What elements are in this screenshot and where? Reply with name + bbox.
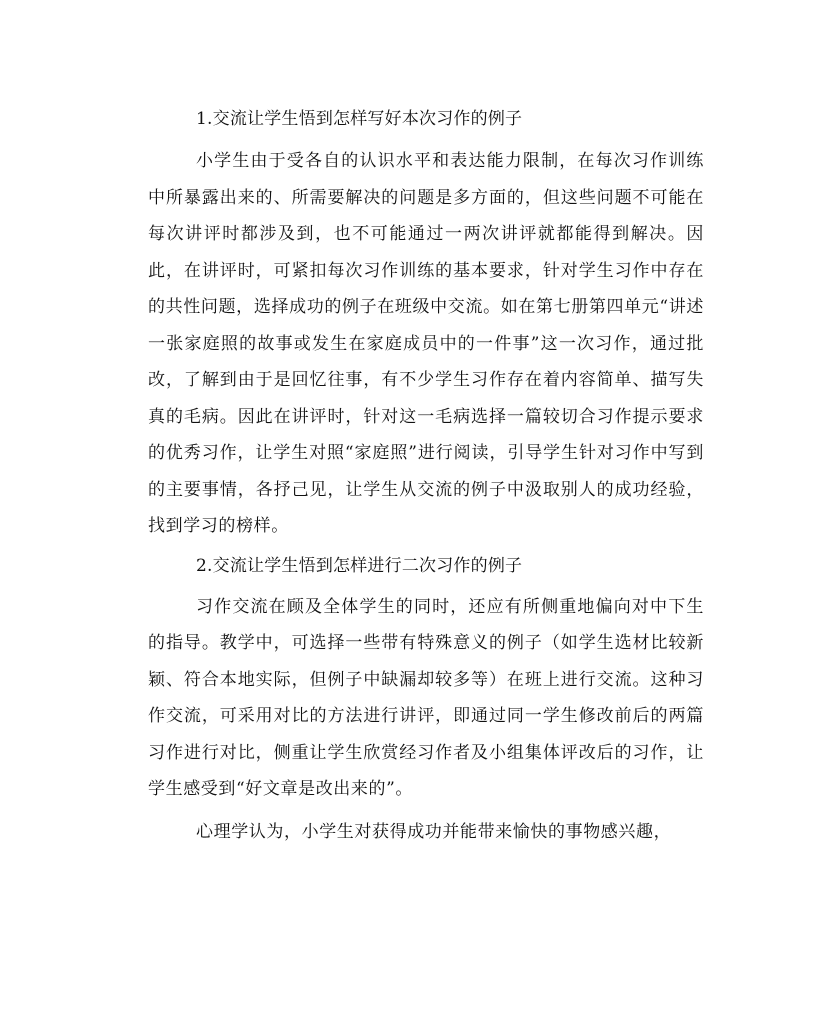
section-paragraph-1: 小学生由于受各自的认识水平和表达能力限制，在每次习作训练中所暴露出来的、所需要解决的问题是多方面的，但这些问题不可能在每次讲评时都涉及到，也不可能通过一两次讲评就都能得到解决。因此，在讲评时，可紧扣每次习作训练的基本要求，针对学生习作中存在的共性问题，选择成功的例子在班级中交流。如在第七册第四单元“讲述一张家庭照的故事或发生在家庭成员中的一件事”这一次习作，通过批改，了解到由于是回忆往事，有不少学生习作存在着内容简单、描写失真的毛病。因此在讲评时，针对这一毛病选择一篇较切合习作提示要求的优秀习作，让学生对照“家庭照”进行阅读，引导学生针对习作中写到的主要事情，各抒己见，让学生从交流的例子中汲取别人的成功经验，找到学习的榜样。 [148, 151, 704, 536]
document-body [148, 102, 704, 850]
section-paragraph-2: 习作交流在顾及全体学生的同时，还应有所侧重地偏向对中下生的指导。教学中，可选择一些带有特殊意义的例子（如学生选材比较新颖、符合本地实际，但例子中缺漏却较多等）在班上进行交流。这种习作交流，可采用对比的方法进行讲评，即通过同一学生修改前后的两篇习作进行对比，侧重让学生欣赏经习作者及小组集体评改后的习作，让学生感受到“好文章是改出来的”。 [148, 596, 704, 799]
section-heading-1: 1.交流让学生悟到怎样写好本次习作的例子 [196, 109, 523, 129]
section-heading-2: 2.交流让学生悟到怎样进行二次习作的例子 [196, 555, 523, 576]
closing-paragraph: 心理学认为，小学生对获得成功并能带来愉快的事物感兴趣， [196, 821, 672, 842]
